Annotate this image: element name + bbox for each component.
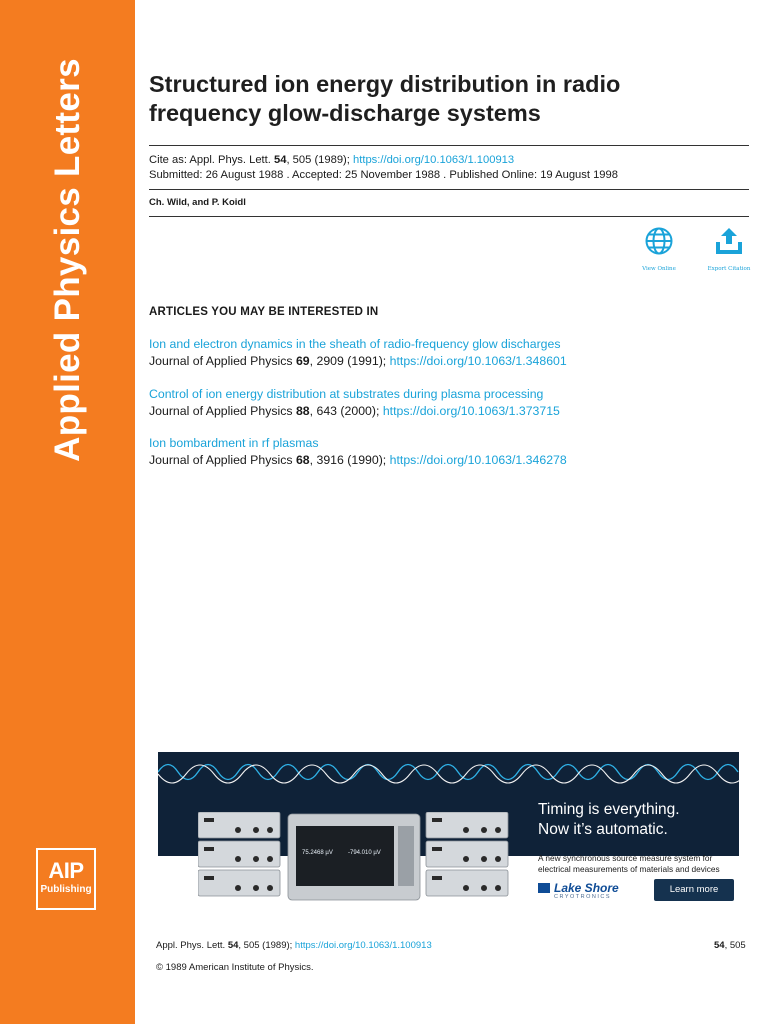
divider (149, 145, 749, 146)
related-article (149, 435, 749, 469)
cite-volume: 54 (274, 154, 287, 166)
related-article-title-link[interactable]: Ion and electron dynamics in the sheath of radio-frequency glow discharges (149, 337, 561, 351)
export-icon (713, 226, 745, 256)
citation-line (149, 153, 514, 167)
related-journal: Journal of Applied Physics (149, 453, 296, 467)
footer-cite-prefix: Appl. Phys. Lett. (156, 940, 228, 951)
footer-citation (156, 940, 432, 952)
view-online-label: View Online (642, 266, 676, 272)
footer-doi-link[interactable]: https://doi.org/10.1063/1.100913 (294, 940, 432, 951)
related-pages: , 643 (2000); (309, 404, 383, 418)
divider (149, 189, 749, 190)
related-article-reference (149, 452, 749, 469)
brand-name: Lake Shore (554, 881, 619, 895)
related-journal: Journal of Applied Physics (149, 354, 296, 368)
journal-name-vertical (0, 0, 135, 520)
screen-readout-1: 75.2468 µV (302, 850, 333, 856)
advertisement-banner[interactable] (158, 752, 739, 908)
journal-name-text: Applied Physics Letters (47, 58, 87, 462)
related-article (149, 386, 749, 420)
brand-tagline: CRYOTRONICS (554, 894, 612, 900)
page-rest: , 505 (724, 940, 746, 951)
journal-sidebar (0, 0, 135, 1024)
cite-prefix: Cite as: Appl. Phys. Lett. (149, 154, 274, 166)
copyright: © 1989 American Institute of Physics. (156, 962, 314, 973)
ad-headline-line1: Timing is everything. (538, 801, 680, 818)
related-pages: , 3916 (1990); (309, 453, 390, 467)
footer-cite-volume: 54 (227, 940, 239, 951)
related-volume: 69 (295, 354, 310, 368)
lake-shore-mark-icon (538, 883, 550, 893)
ad-subtext-line2: electrical measurements of materials and devices (538, 864, 720, 874)
related-article (149, 336, 749, 370)
export-citation-label: Export Citation (707, 266, 751, 272)
ad-headline (538, 800, 680, 840)
article-title: Structured ion energy distribution in radio frequency glow-discharge systems (149, 71, 621, 126)
cite-rest: , 505 (1989); (286, 154, 353, 166)
aip-logo-subtext: Publishing (40, 884, 92, 895)
related-doi-link[interactable]: https://doi.org/10.1063/1.346278 (389, 453, 567, 467)
article-doi-link[interactable]: https://doi.org/10.1063/1.100913 (353, 154, 515, 166)
learn-more-button[interactable]: Learn more (654, 879, 734, 901)
publication-dates: Submitted: 26 August 1988 . Accepted: 25 November 1988 . Published Online: 19 August 1998 (149, 169, 618, 181)
aip-logo-text: AIP (48, 858, 84, 883)
page-volume: 54 (714, 940, 725, 951)
ad-subtext-line1: A new synchronous source measure system for (538, 853, 713, 863)
authors: Ch. Wild, and P. Koidl (149, 197, 246, 208)
ad-subtext (538, 853, 720, 875)
related-doi-link[interactable]: https://doi.org/10.1063/1.373715 (382, 404, 560, 418)
lake-shore-logo (538, 882, 619, 901)
related-volume: 88 (295, 404, 310, 418)
related-article-reference (149, 403, 749, 420)
page-number (714, 940, 746, 952)
related-volume: 68 (295, 453, 310, 467)
screen-readout-2: -794.010 µV (348, 850, 381, 856)
export-citation-button[interactable] (704, 226, 754, 272)
aip-publishing-logo[interactable] (36, 848, 96, 910)
instrument-illustration (198, 812, 538, 908)
ad-headline-line2: Now it’s automatic. (538, 821, 668, 838)
related-articles-heading: ARTICLES YOU MAY BE INTERESTED IN (149, 306, 379, 318)
related-journal: Journal of Applied Physics (149, 404, 296, 418)
related-pages: , 2909 (1991); (309, 354, 390, 368)
related-doi-link[interactable]: https://doi.org/10.1063/1.348601 (389, 354, 567, 368)
footer-cite-rest: , 505 (1989); (238, 940, 295, 951)
related-article-title-link[interactable]: Control of ion energy distribution at substrates during plasma processing (149, 387, 544, 401)
view-online-button[interactable] (636, 226, 682, 272)
divider (149, 216, 749, 217)
globe-icon (644, 226, 674, 256)
related-article-title-link[interactable]: Ion bombardment in rf plasmas (149, 436, 319, 450)
related-article-reference (149, 353, 749, 370)
